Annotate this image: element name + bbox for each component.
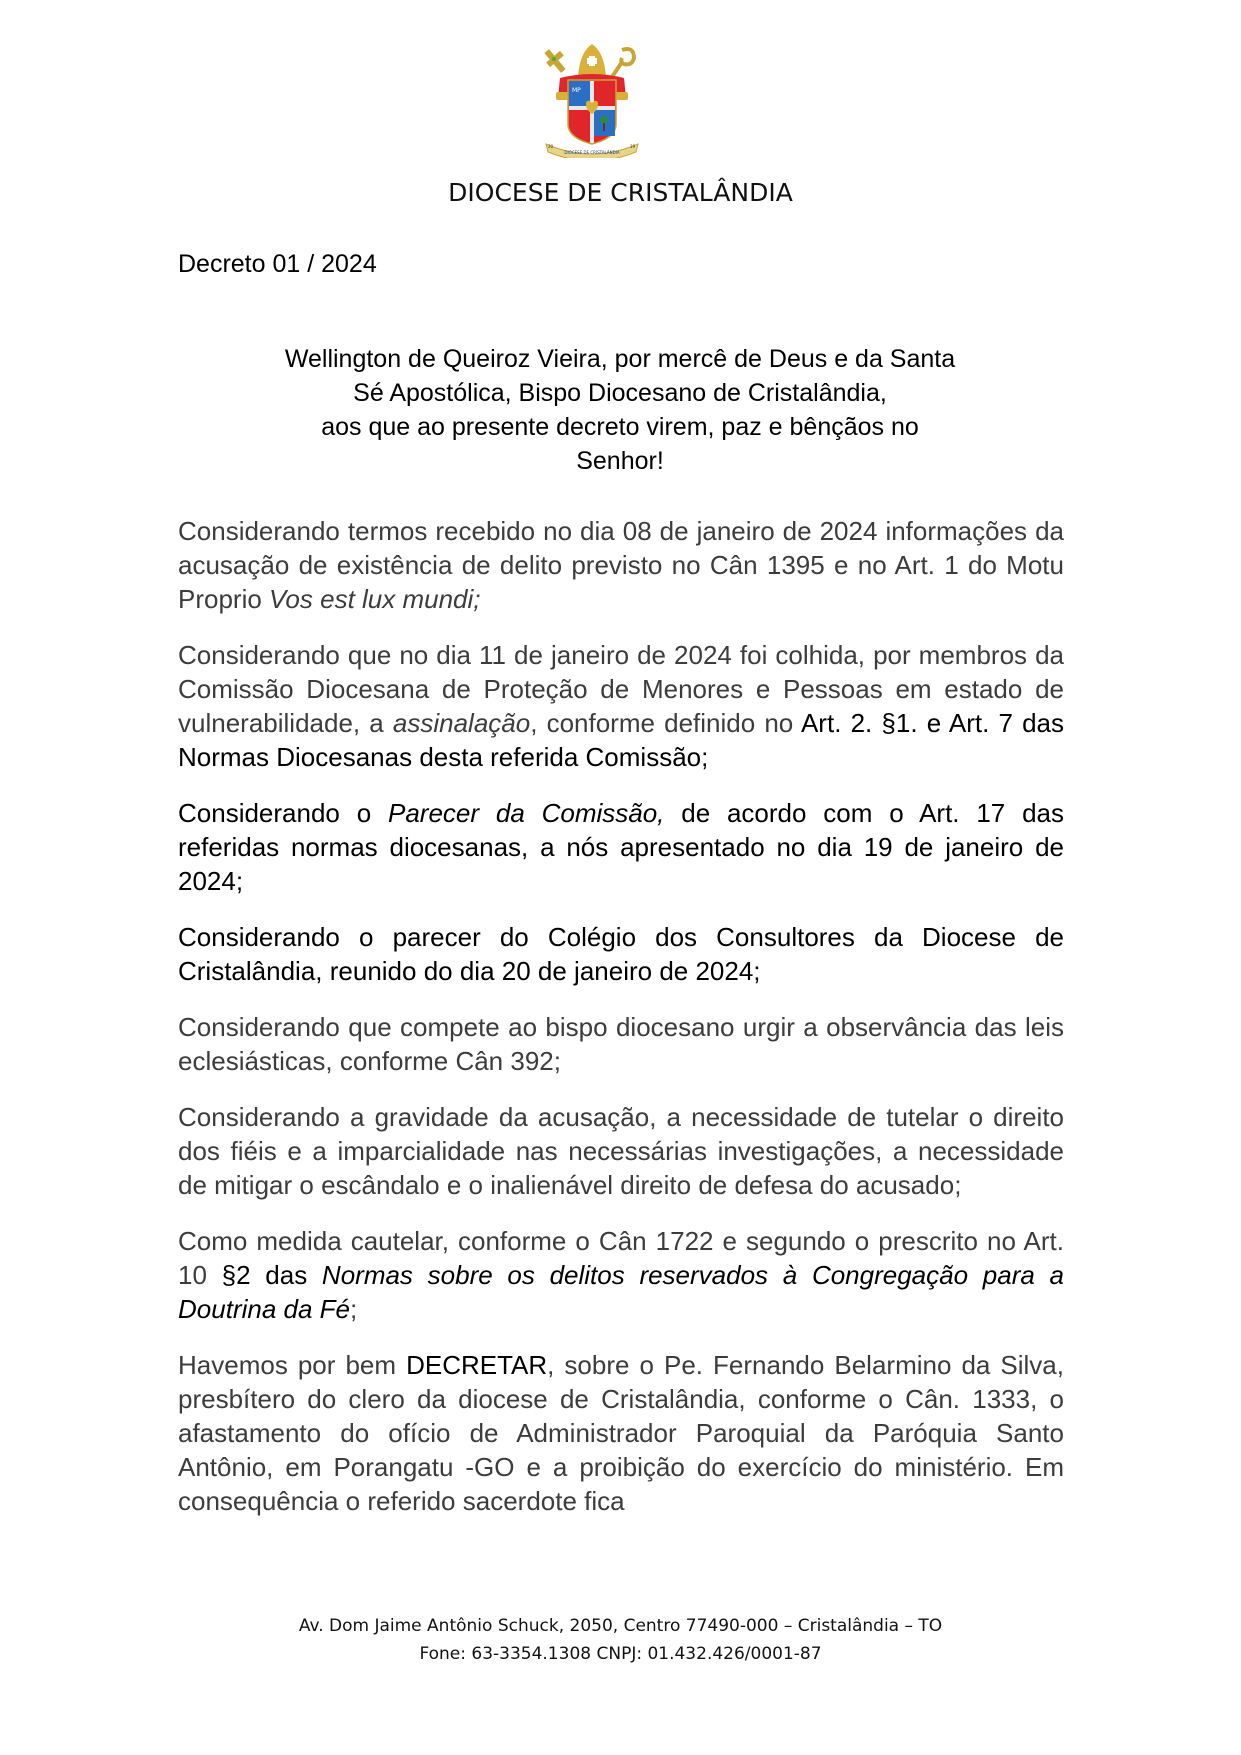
text-run-italic: Vos est lux mundi; (269, 584, 481, 614)
paragraph-considering-gravity (178, 1100, 1064, 1202)
svg-text:DIOCESE DE CRISTALÂNDIA: DIOCESE DE CRISTALÂNDIA (564, 150, 620, 155)
letterhead-footer (0, 1612, 1241, 1668)
text-run: Art. 2. §1. e Art. 7 das Normas Diocesanas desta referida Comissão; (178, 708, 1064, 772)
svg-text:20: 20 (548, 144, 554, 149)
paragraph-considering-accusation (178, 514, 1064, 616)
footer-contact: Fone: 63-3354.1308 CNPJ: 01.432.426/0001-87 (419, 1644, 822, 1664)
salutation (200, 342, 1040, 478)
footer-address: Av. Dom Jaime Antônio Schuck, 2050, Centro 77490-000 – Cristalândia – TO (298, 1616, 943, 1636)
text-run: Considerando que compete ao bispo diocesano urgir a observância das leis eclesiásticas, conforme Cân 392; (178, 1012, 1064, 1076)
text-run: , sobre o Pe. Fernando Belarmino da Silva, presbítero do clero da diocese de Cristalândia, conforme o Cân. 1333, o afastamento do ofício de Administrador Paroquial da Paróquia Santo Antônio, em Porangatu -GO e a proibição do exercício do ministério. Em consequência o referido sacerdote fica (178, 1350, 1064, 1516)
paragraph-considering-commission-opinion (178, 796, 1064, 898)
paragraph-considering-signal (178, 638, 1064, 774)
crozier-icon (610, 49, 634, 80)
decree-body (178, 514, 1064, 1540)
text-run: Havemos por bem (178, 1350, 407, 1380)
text-run: Considerando a gravidade da acusação, a necessidade de tutelar o direito dos fiéis e a imparcialidade nas necessárias investigações, a necessidade de mitigar o escândalo e o inalienável direito de defesa do acusado; (178, 1102, 1064, 1200)
paragraph-decree (178, 1348, 1064, 1518)
text-run-italic: Normas sobre os delitos reservados à Congregação para a Doutrina da Fé (178, 1260, 1064, 1324)
decree-number: Decreto 01 / 2024 (178, 250, 377, 278)
diocesan-crest-icon (540, 40, 644, 158)
text-run: Como medida cautelar, conforme o Cân 1722 e segundo o prescrito no Art. 10 (178, 1226, 1064, 1290)
text-run: Considerando termos recebido no dia 08 de janeiro de 2024 informações da acusação de existência de delito previsto no Cân 1395 e no Art. 1 do Motu Proprio (178, 516, 1064, 614)
text-run: Considerando que no dia 11 de janeiro de 2024 foi colhida, por membros da Comissão Diocesana de Proteção de Menores e Pessoas em estado de vulnerabilidade, a (178, 640, 1064, 738)
salutation-line: Senhor! (576, 447, 664, 475)
text-run: , conforme definido no (530, 708, 801, 738)
salutation-line: Sé Apostólica, Bispo Diocesano de Cristalândia, (353, 379, 887, 407)
text-run-italic: assinalação (392, 708, 531, 738)
processional-cross-icon (544, 49, 565, 73)
text-run: DECRETAR (406, 1350, 548, 1380)
text-run: ; (349, 1294, 358, 1324)
svg-text:19: 19 (630, 144, 636, 149)
salutation-line: aos que ao presente decreto virem, paz e bênçãos no (321, 413, 919, 441)
paragraph-considering-consultors (178, 920, 1064, 988)
text-run: §2 das (221, 1260, 322, 1290)
diocese-title: DIOCESE DE CRISTALÂNDIA (448, 178, 793, 207)
paragraph-considering-bishop-competence (178, 1010, 1064, 1078)
shield-icon (568, 80, 616, 144)
text-run: Considerando o parecer do Colégio dos Consultores da Diocese de Cristalândia, reunido do dia 20 de janeiro de 2024; (178, 922, 1064, 986)
svg-text:MP: MP (572, 87, 581, 94)
salutation-line: Wellington de Queiroz Vieira, por mercê de Deus e da Santa (284, 345, 956, 373)
text-run: Considerando o (178, 798, 388, 828)
text-run: de acordo com o Art. 17 das referidas normas diocesanas, a nós apresentado no dia 19 de janeiro de 2024; (178, 798, 1064, 896)
paragraph-cautionary-measure (178, 1224, 1064, 1326)
text-run-italic: Parecer da Comissão, (388, 798, 665, 828)
